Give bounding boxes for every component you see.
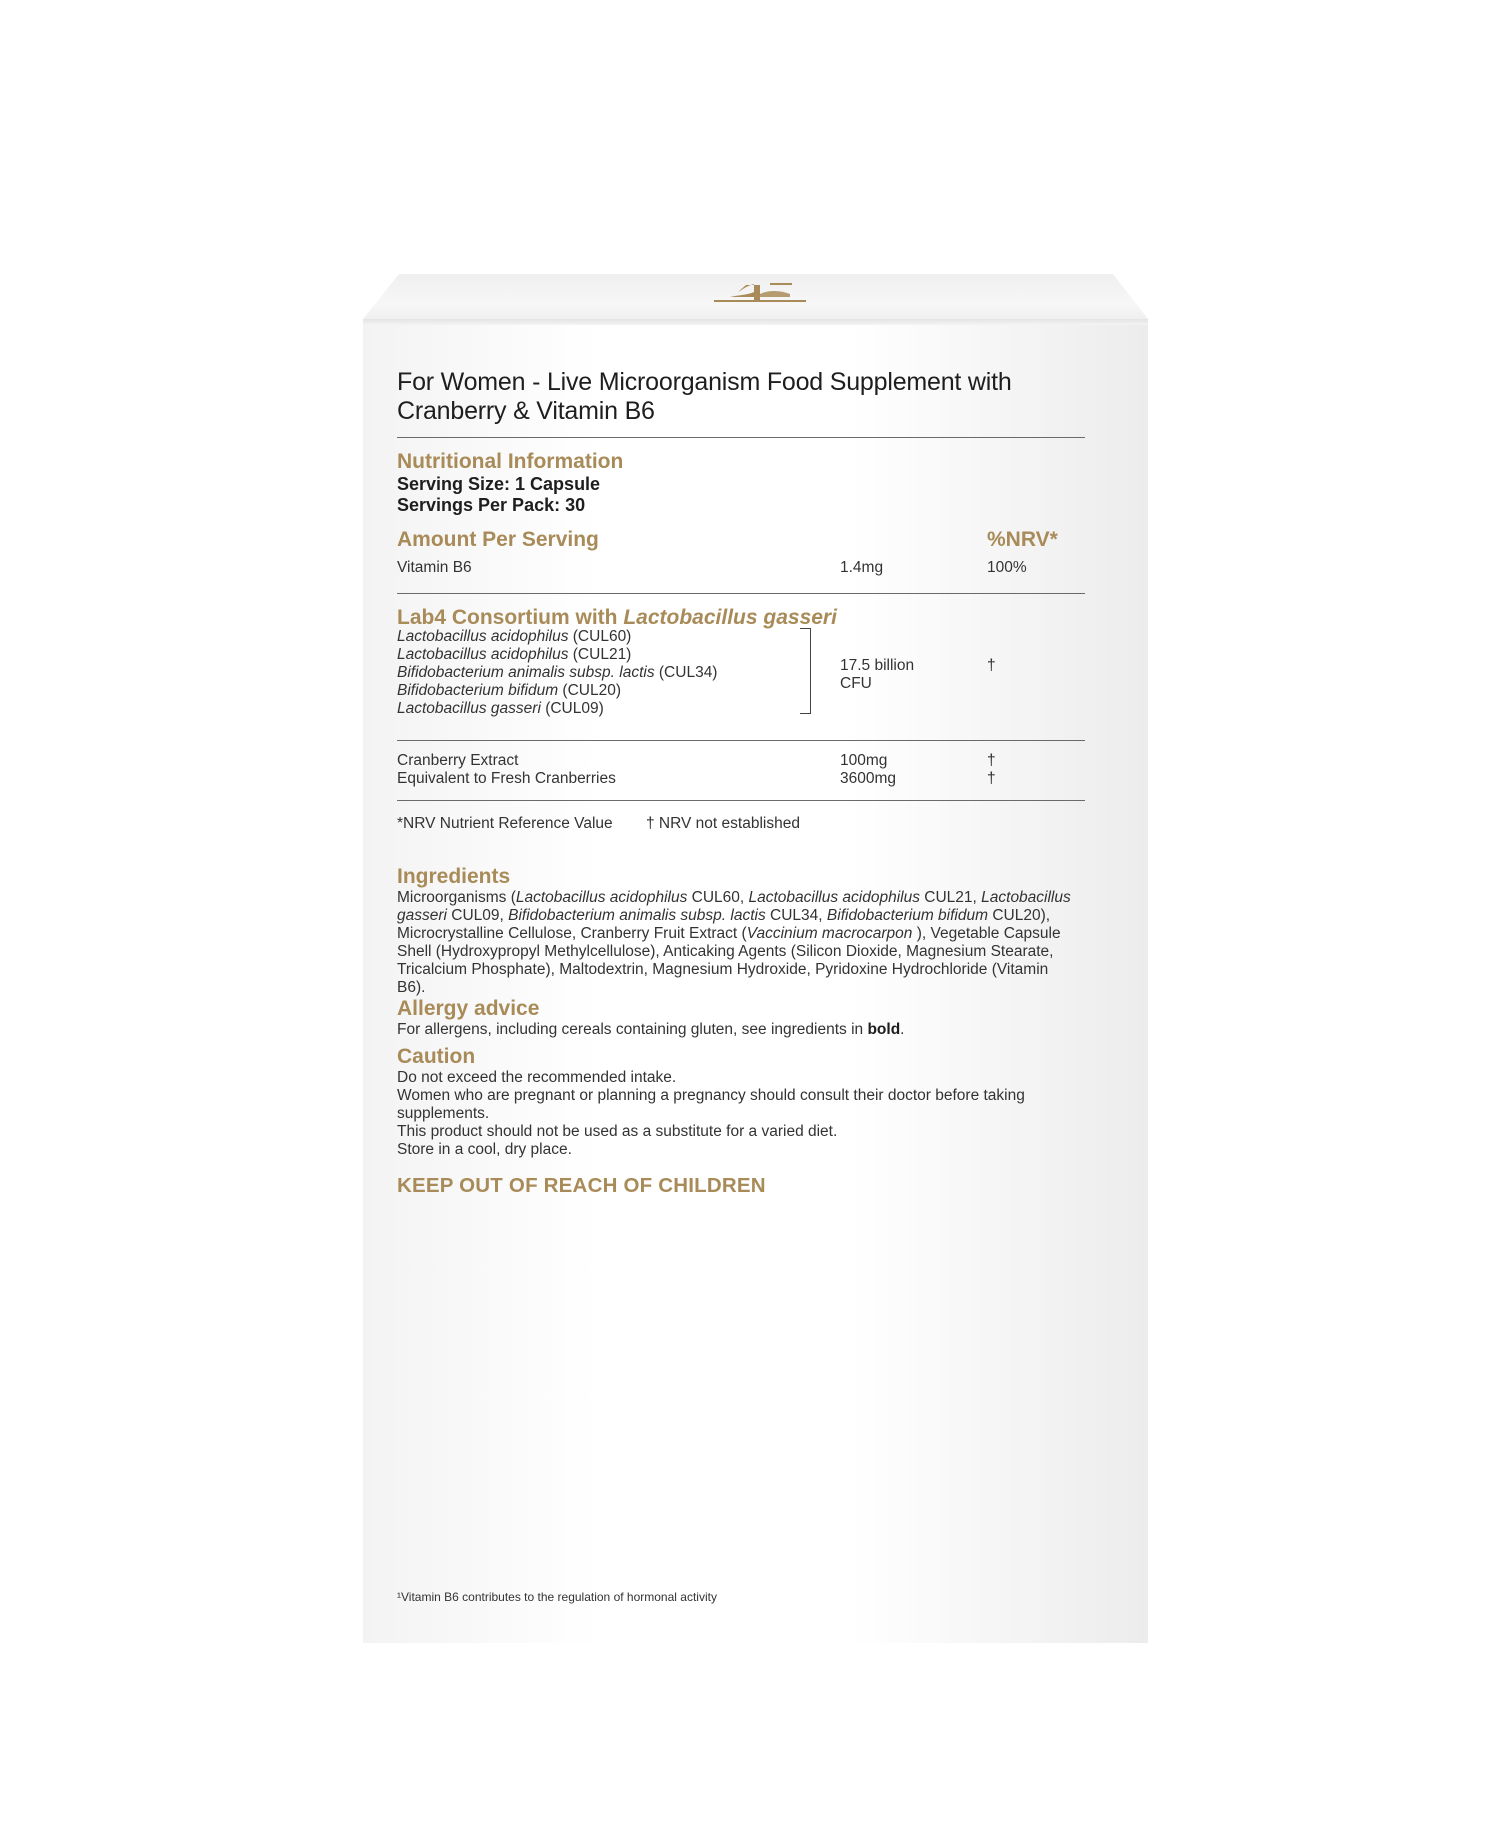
nrv-footnote: *NRV Nutrient Reference Value bbox=[397, 815, 613, 832]
vitamin-b6-name: Vitamin B6 bbox=[397, 559, 472, 576]
strain-item: Lactobacillus acidophilus (CUL21) bbox=[397, 646, 632, 663]
nutrition-header bbox=[397, 450, 1085, 516]
vitamin-b6-amount: 1.4mg bbox=[840, 559, 884, 576]
divider bbox=[397, 437, 1085, 438]
caution-line: Store in a cool, dry place. bbox=[397, 1141, 572, 1158]
cranberry-extract-name: Cranberry Extract bbox=[397, 752, 519, 769]
consortium-heading-species: Lactobacillus gasseri bbox=[623, 606, 837, 629]
strain-item: Bifidobacterium animalis subsp. lactis (CUL34) bbox=[397, 664, 718, 681]
divider bbox=[397, 740, 1085, 741]
nrv-heading: %NRV* bbox=[987, 528, 1058, 551]
nutrition-heading: Nutritional Information bbox=[397, 450, 624, 473]
package-flap-shadow bbox=[363, 319, 1148, 325]
strain-list bbox=[397, 628, 717, 718]
caution-heading: Caution bbox=[397, 1045, 476, 1068]
fresh-cranberries-nrv: † bbox=[987, 770, 996, 787]
caution-line: Women who are pregnant or planning a pregnancy should consult their doctor before taking supplements. bbox=[397, 1087, 1025, 1122]
vitamin-footnote: ¹Vitamin B6 contributes to the regulation of hormonal activity bbox=[397, 1590, 717, 1604]
amount-per-serving-heading: Amount Per Serving bbox=[397, 528, 599, 551]
product-title: For Women - Live Microorganism Food Supplement with Cranberry & Vitamin B6 bbox=[397, 368, 1012, 425]
strain-item: Lactobacillus acidophilus (CUL60) bbox=[397, 628, 632, 645]
ingredients-text: Microorganisms (Lactobacillus acidophilus CUL60, Lactobacillus acidophilus CUL21, Lactobacillus gasseri CUL09, Bifidobacterium animalis subsp. lactis CUL34, Bifidobacterium bifidum CUL20), Microcrystalline Cellulose, Cranberry Fruit Extract (Vaccinium macrocarpon ), Vegetable Capsule Shell (Hydroxypropyl Methylcellulose), Anticaking Agents (Silicon Dioxide, Magnesium Stearate, Tricalcium Phosphate), Maltodextrin, Magnesium Hydroxide, Pyridoxine Hydrochloride (Vitamin B6). bbox=[397, 889, 1071, 996]
allergy-heading: Allergy advice bbox=[397, 997, 540, 1020]
consortium-heading-prefix: Lab4 Consortium with bbox=[397, 606, 624, 629]
divider bbox=[397, 800, 1085, 801]
strain-bracket bbox=[800, 628, 811, 714]
brand-logo-icon bbox=[710, 280, 810, 304]
servings-per-pack: Servings Per Pack: 30 bbox=[397, 495, 586, 515]
consortium-amount bbox=[840, 657, 914, 693]
caution-section bbox=[397, 1045, 1085, 1159]
consortium-amount-line2: CFU bbox=[840, 675, 872, 692]
dagger-footnote: † NRV not established bbox=[646, 815, 800, 832]
fresh-cranberries-name: Equivalent to Fresh Cranberries bbox=[397, 770, 616, 787]
caution-line: Do not exceed the recommended intake. bbox=[397, 1069, 677, 1086]
strain-item: Lactobacillus gasseri (CUL09) bbox=[397, 700, 604, 717]
amount-section bbox=[397, 528, 1085, 584]
allergy-text: For allergens, including cereals containing gluten, see ingredients in bold. bbox=[397, 1021, 905, 1038]
consortium-section bbox=[397, 606, 1085, 740]
keep-out-warning: KEEP OUT OF REACH OF CHILDREN bbox=[397, 1174, 766, 1197]
cranberry-section bbox=[397, 752, 1085, 800]
consortium-amount-line1: 17.5 billion bbox=[840, 657, 915, 674]
vitamin-b6-nrv: 100% bbox=[987, 559, 1027, 576]
ingredients-section bbox=[397, 865, 1085, 997]
consortium-heading bbox=[397, 606, 837, 630]
ingredients-heading: Ingredients bbox=[397, 865, 511, 888]
divider bbox=[397, 593, 1085, 594]
caution-line: This product should not be used as a substitute for a varied diet. bbox=[397, 1123, 838, 1140]
serving-size: Serving Size: 1 Capsule bbox=[397, 474, 601, 494]
cranberry-extract-nrv: † bbox=[987, 752, 996, 769]
fresh-cranberries-amount: 3600mg bbox=[840, 770, 897, 787]
caution-text bbox=[397, 1069, 1077, 1159]
consortium-nrv: † bbox=[987, 657, 996, 674]
label-content bbox=[397, 368, 1085, 1198]
nrv-footnotes bbox=[397, 815, 1085, 845]
allergy-section bbox=[397, 997, 1085, 1039]
cranberry-extract-amount: 100mg bbox=[840, 752, 888, 769]
strain-item: Bifidobacterium bifidum (CUL20) bbox=[397, 682, 621, 699]
